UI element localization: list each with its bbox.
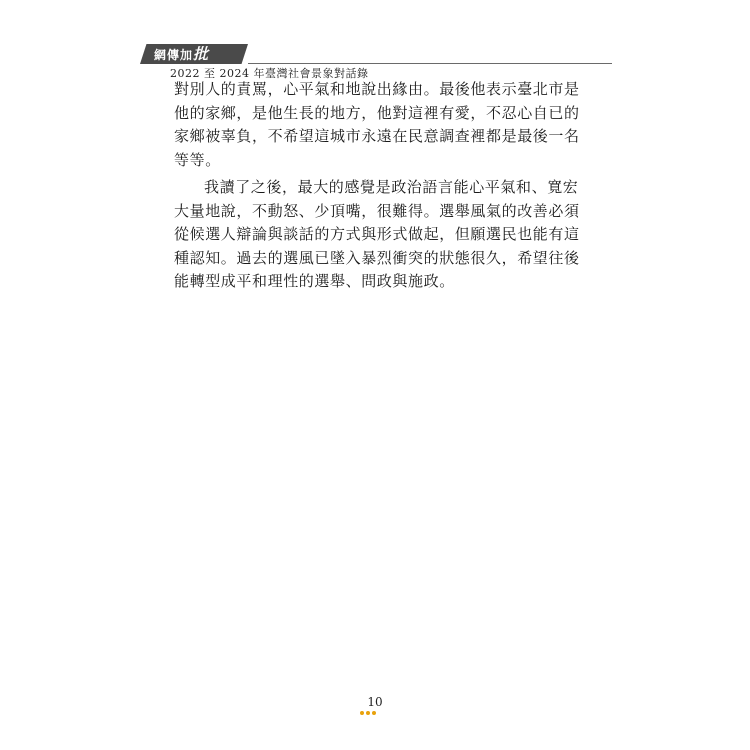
page-dot [366, 711, 370, 715]
series-title-emphasis: 批 [193, 45, 210, 63]
running-header [0, 0, 750, 80]
text-line: 對別人的責罵，心平氣和地說出緣由。最後他表示臺北市是 [174, 80, 580, 98]
text-line: 大量地說，不動怒、少頂嘴，很難得。選舉風氣的改善必須 [174, 201, 580, 220]
series-title [154, 45, 209, 63]
book-subtitle: 2022 至 2024 年臺灣社會景象對話錄 [170, 67, 369, 80]
text-line: 能轉型成平和理性的選舉、問政與施政。 [174, 272, 455, 290]
header-rule [248, 63, 612, 64]
series-title-prefix: 網傳加 [154, 48, 194, 62]
text-line: 他的家鄉，是他生長的地方，他對這裡有愛，不忍心自已的 [174, 103, 580, 122]
text-line: 從候選人辯論與談話的方式與形式做起，但願選民也能有這 [174, 225, 580, 243]
body-text [174, 78, 594, 294]
page-dot [372, 711, 376, 715]
page-number: 10 [367, 695, 383, 709]
page-dot [360, 711, 364, 715]
text-line: 家鄉被辜負，不希望這城市永遠在民意調查裡都是最後一名 [174, 127, 580, 145]
text-line: 等等。 [174, 150, 221, 169]
page-number-dots [360, 711, 376, 715]
text-line: 種認知。過去的選風已墜入暴烈衝突的狀態很久，希望往後 [174, 248, 580, 267]
text-line: 我讀了之後，最大的感覺是政治語言能心平氣和、寬宏 [204, 178, 579, 196]
